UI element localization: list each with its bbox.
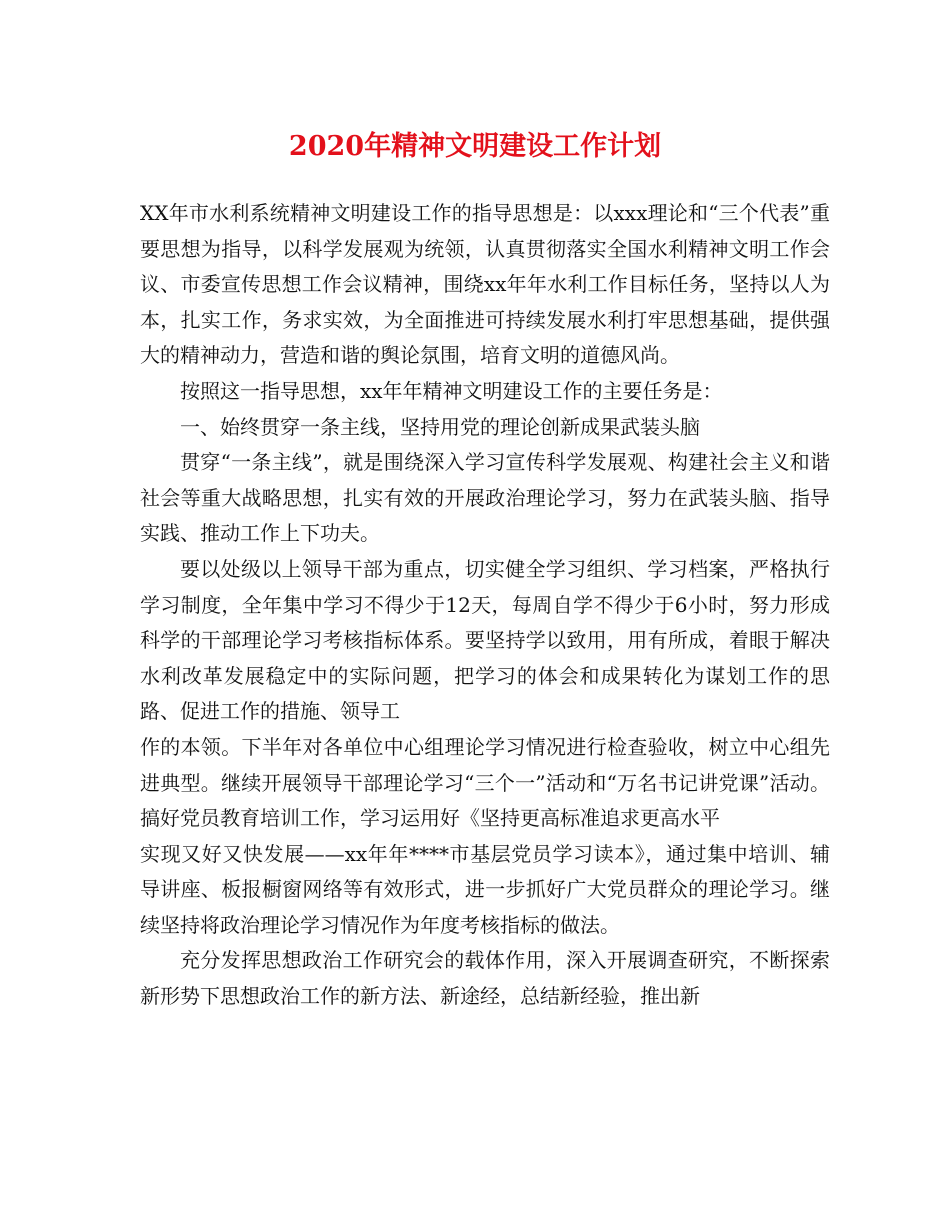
paragraph-research-society: 充分发挥思想政治工作研究会的载体作用，深入开展调查研究，不断探索新形势下思想政治工作的新方法、新途经，总结新经验，推出新 bbox=[140, 948, 830, 1009]
document-title: 2020年精神文明建设工作计划 bbox=[288, 131, 662, 162]
document-body bbox=[140, 196, 830, 1015]
section-heading-one: 一、始终贯穿一条主线，坚持用党的理论创新成果武装头脑 bbox=[180, 414, 700, 439]
paragraph-main-tasks-intro: 按照这一指导思想，xx年年精神文明建设工作的主要任务是： bbox=[180, 378, 723, 403]
paragraph-main-line: 贯穿“一条主线”，就是围绕深入学习宣传科学发展观、构建社会主义和谐社会等重大战略思想，扎实有效的开展政治理论学习，努力在武装头脑、指导实践、推动工作上下功夫。 bbox=[140, 450, 830, 546]
paragraph-guiding-ideology: XX年市水利系统精神文明建设工作的指导思想是：以xxx理论和“三个代表”重要思想为指导，以科学发展观为统领，认真贯彻落实全国水利精神文明工作会议、市委宣传思想工作会议精神，围绕xx年年水利工作目标任务，坚持以人为本，扎实工作，务求实效，为全面推进可持续发展水利打牢思想基础，提供强大的精神动力，营造和谐的舆论氛围，培育文明的道德风尚。 bbox=[140, 201, 830, 368]
paragraph-leadership-study: 要以处级以上领导干部为重点，切实健全学习组织、学习档案，严格执行学习制度，全年集中学习不得少于12天，每周自学不得少于6小时，努力形成科学的干部理论学习考核指标体系。要坚持学以致用，用有所成，着眼于解决水利改革发展稳定中的实际问题，把学习的体会和成果转化为谋划工作的思路、促进工作的措施、领导工 bbox=[140, 556, 830, 724]
paragraph-study-inspection: 作的本领。下半年对各单位中心组理论学习情况进行检查验收，树立中心组先进典型。继续开展领导干部理论学习“三个一”活动和“万名书记讲党课”活动。搞好党员教育培训工作，学习运用好《坚持更高标准追求更高水平 bbox=[140, 734, 830, 831]
paragraph-party-reader: 实现又好又快发展——xx年年****市基层党员学习读本》，通过集中培训、辅导讲座、板报橱窗网络等有效形式，进一步抓好广大党员群众的理论学习。继续坚持将政治理论学习情况作为年度考核指标的做法。 bbox=[140, 841, 830, 937]
